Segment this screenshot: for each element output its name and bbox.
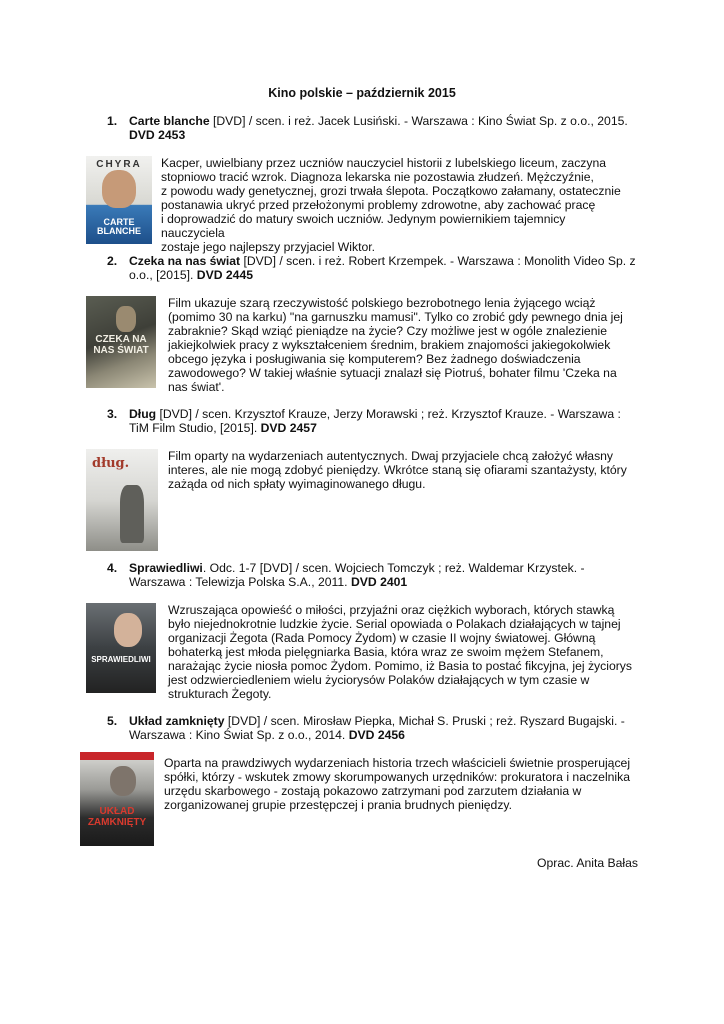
- entry-description: Oparta na prawdziwych wydarzeniach historia trzech właścicieli świetnie prosperującej spółki, którzy - wskutek zmowy skorumpowanych urzędników: prokuratora i naczelnika urzędu skarbowego - zostają pokazowo zatrzymani pod zarzutem działania w zorganizowanej grupie przestępczej i prania brudnych pieniędzy.: [164, 756, 631, 812]
- entry-title: Układ zamknięty: [129, 714, 225, 728]
- dvd-cover-image: [80, 752, 154, 846]
- entry-number: 2.: [107, 254, 118, 268]
- entry-biblio: [DVD] / scen. Krzysztof Krauze, Jerzy Morawski ; reż. Krzysztof Krauze. - Warszawa : TiM Film Studio, [2015].: [129, 407, 621, 435]
- entry-heading: [107, 254, 637, 282]
- entry-number: 4.: [107, 561, 118, 575]
- entry-heading: [107, 561, 637, 589]
- entry-number: 3.: [107, 407, 118, 421]
- dvd-cover-image: [86, 603, 156, 693]
- entry-biblio: [DVD] / scen. Mirosław Piepka, Michał S. Pruski ; reż. Ryszard Bugajski. - Warszawa : Kino Świat Sp. z o.o., 2014.: [129, 714, 625, 742]
- entry-number: 5.: [107, 714, 118, 728]
- entry-title: Dług: [129, 407, 157, 421]
- entry-description: Film oparty na wydarzeniach autentycznych. Dwaj przyjaciele chcą założyć własny interes, ale nie mogą zdobyć pieniędzy. Wkrótce staną się ofiarami szantażysty, który zażąda od nich spłaty wyimaginowanego długu.: [168, 449, 627, 491]
- entry-title: Sprawiedliwi: [129, 561, 203, 575]
- dvd-cover-image: [86, 449, 158, 551]
- cover-text: dług.: [92, 456, 130, 471]
- entry-call-number: DVD 2401: [350, 575, 408, 589]
- entry-description: Wzruszająca opowieść o miłości, przyjaźni oraz ciężkich wyborach, których stawką było niejednokrotnie ludzkie życie. Serial opowiada o Polakach działających w tajnej organizacji Żegota (Rada Pomocy Żydom) w czasie II wojny światowej. Główną bohaterką jest młoda pielęgniarka Basia, która wraz ze swoim mężem Stefanem, narażając życie niosła pomoc Żydom. Pomimo, iż Basia to postać fikcyjna, jej życiorys jest odzwierciedleniem wielu życiorysów Polaków działających w tym czasie w strukturach Żegoty.: [168, 603, 632, 701]
- entry-call-number: DVD 2445: [196, 268, 253, 282]
- entry-heading: [107, 714, 637, 742]
- author-credit: Oprac. Anita Bałas: [537, 856, 638, 870]
- entry-number: 1.: [107, 114, 118, 128]
- cover-text: CHYRA: [96, 159, 142, 170]
- entry-description: Kacper, uwielbiany przez uczniów nauczyciel historii z lubelskiego liceum, zaczyna stopniowo tracić wzrok. Diagnoza lekarska nie pozostawia złudzeń. Mężczyźnie, z powodu wady genetycznej, grozi trwała ślepota. Początkowo załamany, ostatecznie postanawia ukryć przed przełożonymi problemy zdrowotne, aby zachować pracę i doprowadzić do matury swoich uczniów. Jedynym powiernikiem tajemnicy nauczyciela zostaje jego najlepszy przyjaciel Wiktor.: [161, 156, 621, 254]
- entry-description: Film ukazuje szarą rzeczywistość polskiego bezrobotnego lenia żyjącego wciąż (pomimo 30 na karku) "na garnuszku mamusi". Tylko co zrobić gdy pewnego dnia jej zabraknie? Skąd wziąć pieniądze na życie? Czy możliwe jest w ogóle znalezienie jakiejkolwiek pracy z wykształceniem średnim, brakiem znajomości jakiegokolwiek obcego języka i posługiwania się komputerem? Bez żadnego doświadczenia zawodowego? W takiej właśnie sytuacji znalazł się Piotruś, bohater filmu 'Czeka na nas świat'.: [168, 296, 623, 394]
- page-title: Kino polskie – październik 2015: [268, 86, 456, 100]
- entry-biblio: . Odc. 1-7 [DVD] / scen. Wojciech Tomczyk ; reż. Waldemar Krzystek. - Warszawa : Telewizja Polska S.A., 2011.: [129, 561, 585, 589]
- entry-biblio: [DVD] / scen. i reż. Jacek Lusiński. - Warszawa : Kino Świat Sp. z o.o., 2015.: [209, 114, 628, 128]
- dvd-cover-image: [86, 296, 156, 388]
- entry-biblio: [DVD] / scen. i reż. Robert Krzempek. - Warszawa : Monolith Video Sp. z o.o., [2015].: [129, 254, 636, 282]
- entry-call-number: DVD 2456: [348, 728, 405, 742]
- entry-call-number: DVD 2453: [129, 128, 186, 142]
- cover-text: CZEKA NA NAS ŚWIAT: [93, 334, 149, 356]
- dvd-cover-image: [86, 156, 152, 244]
- cover-text: SPRAWIEDLIWI: [91, 655, 151, 664]
- cover-text: CARTE BLANCHE: [97, 217, 141, 236]
- entry-title: Carte blanche: [129, 114, 210, 128]
- cover-text: UKŁAD ZAMKNIĘTY: [87, 806, 147, 828]
- entry-call-number: DVD 2457: [260, 421, 317, 435]
- entry-heading: [107, 114, 637, 142]
- entry-title: Czeka na nas świat: [129, 254, 241, 268]
- entry-heading: [107, 407, 637, 435]
